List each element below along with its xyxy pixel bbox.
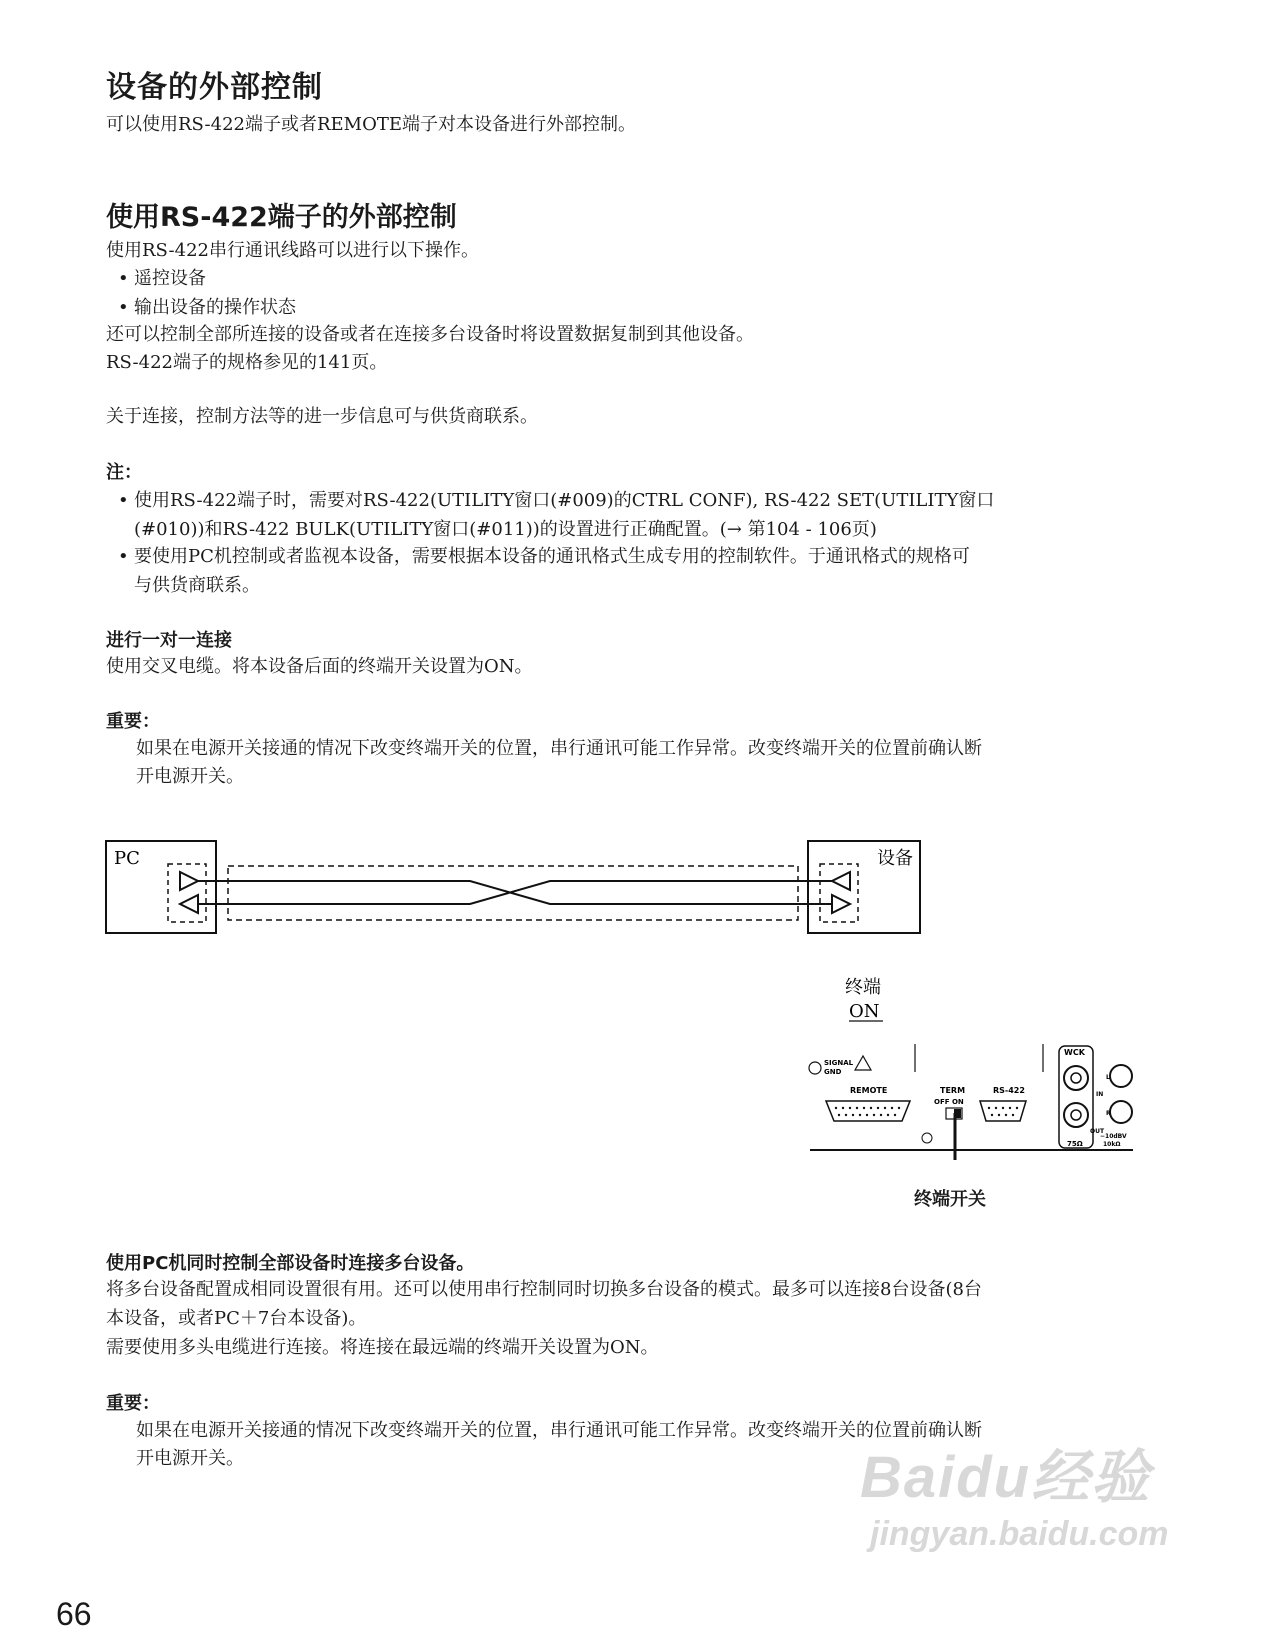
pc-label: PC [114,848,140,869]
warning-icon [855,1056,871,1070]
rear-panel-illustration [809,1044,1133,1150]
bullet-icon: • [118,268,129,289]
copy-settings-text: 还可以控制全部所连接的设备或者在连接多台设备时将设置数据复制到其他设备。 [106,324,754,345]
panel-in-text: IN [1096,1091,1104,1098]
page-title: 设备的外部控制 [106,70,323,105]
panel-ohm-text: 75Ω [1067,1140,1083,1148]
baidu-watermark-logo: Baidu经验 [860,1445,1152,1510]
device-port-outline [820,864,858,922]
important-text-line2: 开电源开关。 [136,766,244,787]
bullet-icon: • [118,297,129,318]
panel-gnd-text: GND [824,1068,842,1076]
connection-diagram [0,830,1275,1160]
termination-label: 终端 [845,977,881,998]
multi-text-line1: 将多台设备配置成相同设置很有用。还可以使用串行控制同时切换多台设备的模式。最多可以连接8台设备(8台 [106,1279,982,1300]
multi-text-line2: 本设备，或者PC＋7台本设备)。 [106,1308,367,1329]
one-to-one-title: 进行一对一连接 [106,630,232,651]
page-number: 66 [56,1596,92,1632]
contact-text: 关于连接，控制方法等的进一步信息可与供货商联系。 [106,406,538,427]
ground-screw-icon [922,1133,932,1143]
bullet-icon: • [118,490,129,511]
note-list: • 使用RS-422端子时，需要对RS-422(UTILITY窗口(#009)的CTRL CONF), RS-422 SET(UTILITY窗口 (#010))和RS-422 BULK(UTILITY窗口(#011))的设置进行正确配置。(→ 第104 - 106页) • 要使用PC机控制或者监视本设备，需要根据本设备的通讯格式生成专用的控制软件。于通讯格式的规格可 与供货商联系。 [118,486,1118,602]
panel-remote-text: REMOTE [850,1086,888,1095]
panel-rs422-text: RS-422 [993,1086,1025,1095]
pc-port-outline [168,864,206,922]
important-label: 重要： [106,711,160,732]
device-label: 设备 [877,848,913,869]
intro-text: 可以使用RS-422端子或者REMOTE端子对本设备进行外部控制。 [106,114,637,135]
wck-connector-panel [1059,1046,1093,1148]
operation-list: • 遥控设备 • 输出设备的操作状态 [118,264,718,322]
termination-switch-label: 终端开关 [914,1189,986,1210]
panel-term-text: TERM [940,1086,966,1095]
panel-kohm-text: 10kΩ [1103,1141,1121,1148]
termination-state: ON [849,1001,880,1022]
rx-arrow-icon [832,872,850,890]
tx-arrow-icon [832,895,850,913]
multi-text-line3: 需要使用多头电缆进行连接。将连接在最远端的终端开关设置为ON。 [106,1337,659,1358]
rx-arrow-icon [180,895,198,913]
panel-l-text: L [1106,1074,1110,1081]
panel-wck-text: WCK [1064,1048,1085,1057]
rca-r-connector-icon [1110,1101,1132,1123]
rs422-port-icon [980,1101,1026,1121]
baidu-watermark-url: jingyan.baidu.com [870,1515,1169,1553]
cross-cable [198,881,832,904]
spec-reference-text: RS-422端子的规格参见的141页。 [106,352,388,373]
important-text-line2: 开电源开关。 [136,1448,244,1469]
panel-out-text: OUT [1090,1128,1105,1135]
multi-connection-title: 使用PC机同时控制全部设备时连接多台设备。 [106,1253,475,1274]
section-lead: 使用RS-422串行通讯线路可以进行以下操作。 [106,240,479,261]
panel-signal-text: SIGNAL [824,1059,854,1067]
signal-gnd-terminal-icon [809,1062,821,1074]
note-label: 注： [106,462,142,483]
bnc-out-connector-icon [1064,1103,1088,1127]
panel-off-on-text: OFF ON [934,1098,964,1106]
one-to-one-text: 使用交叉电缆。将本设备后面的终端开关设置为ON。 [106,656,533,677]
important-text-line1: 如果在电源开关接通的情况下改变终端开关的位置，串行通讯可能工作异常。改变终端开关的位置前确认断 [136,1420,982,1441]
panel-dbv-text: −10dBV [1100,1133,1127,1140]
remote-port-icon [826,1101,910,1121]
important-label: 重要： [106,1393,160,1414]
bullet-icon: • [118,546,129,567]
panel-r-text: R [1106,1110,1111,1117]
section-title: 使用RS-422端子的外部控制 [106,202,457,233]
important-text-line1: 如果在电源开关接通的情况下改变终端开关的位置，串行通讯可能工作异常。改变终端开关的位置前确认断 [136,738,982,759]
bnc-in-connector-icon [1064,1066,1088,1090]
tx-arrow-icon [180,872,198,890]
rca-l-connector-icon [1110,1065,1132,1087]
